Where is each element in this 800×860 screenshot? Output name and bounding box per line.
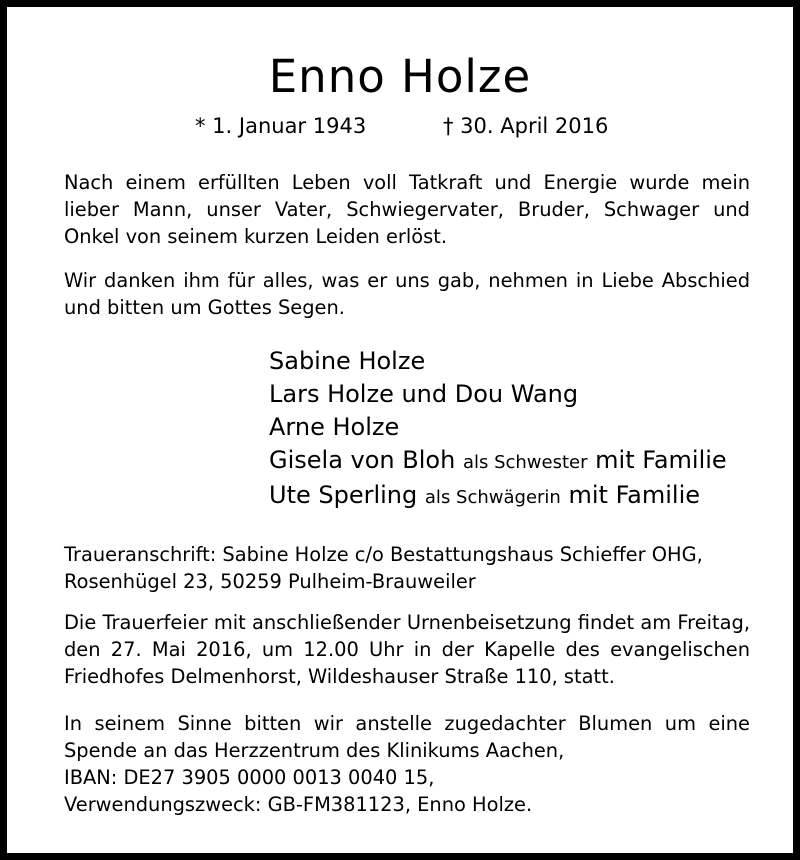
death-date: † 30. April 2016 bbox=[443, 114, 609, 138]
family-member-name: Ute Sperling bbox=[269, 481, 418, 509]
birth-date: * 1. Januar 1943 bbox=[195, 114, 367, 138]
deceased-name: Enno Holze bbox=[268, 50, 532, 103]
donation-iban: IBAN: DE27 3905 0000 0013 0040 15, bbox=[64, 766, 435, 789]
thanks-text: Wir danken ihm für alles, was er uns gab, nehmen in Liebe Abschied und bitten um Gottes Segen. bbox=[64, 269, 750, 319]
family-member-relation: als Schwester bbox=[462, 452, 588, 473]
family-list bbox=[269, 345, 727, 514]
donation-purpose: Verwendungszweck: GB-FM381123, Enno Holze. bbox=[64, 793, 533, 816]
family-member bbox=[269, 444, 727, 479]
donation-paragraph bbox=[64, 710, 750, 818]
intro-text: Nach einem erfüllten Leben voll Tatkraft und Energie wurde mein lieber Mann, unser Vater, Schwiegervater, Bruder, Schwager und Onkel von seinem kurzen Leiden erlöst. bbox=[64, 171, 750, 248]
family-member: Arne Holze bbox=[269, 413, 400, 441]
family-member bbox=[269, 479, 727, 514]
donation-text: In seinem Sinne bitten wir anstelle zugedachter Blumen um eine Spende an das Herzzentrum des Klinikums Aachen, bbox=[64, 712, 750, 762]
family-member-relation: als Schwägerin bbox=[424, 487, 561, 508]
family-member-suffix: mit Familie bbox=[595, 446, 727, 474]
family-member: Sabine Holze bbox=[269, 347, 426, 375]
address-line: Rosenhügel 23, 50259 Pulheim-Brauweiler bbox=[64, 570, 476, 593]
family-member-name: Gisela von Bloh bbox=[269, 446, 456, 474]
thanks-paragraph bbox=[64, 267, 750, 321]
mourning-address bbox=[64, 541, 750, 595]
address-line: Traueranschrift: Sabine Holze c/o Bestattungshaus Schieffer OHG, bbox=[64, 543, 703, 566]
family-member-suffix: mit Familie bbox=[568, 481, 701, 509]
ceremony-paragraph bbox=[64, 609, 750, 690]
family-member: Lars Holze und Dou Wang bbox=[269, 380, 579, 408]
intro-paragraph bbox=[64, 169, 750, 250]
ceremony-text: Die Trauerfeier mit anschließender Urnenbeisetzung findet am Freitag, den 27. Mai 2016, um 12.00 Uhr in der Kapelle des evangelischen Friedhofes Delmenhorst, Wildeshauser Straße 110, statt. bbox=[64, 611, 750, 688]
